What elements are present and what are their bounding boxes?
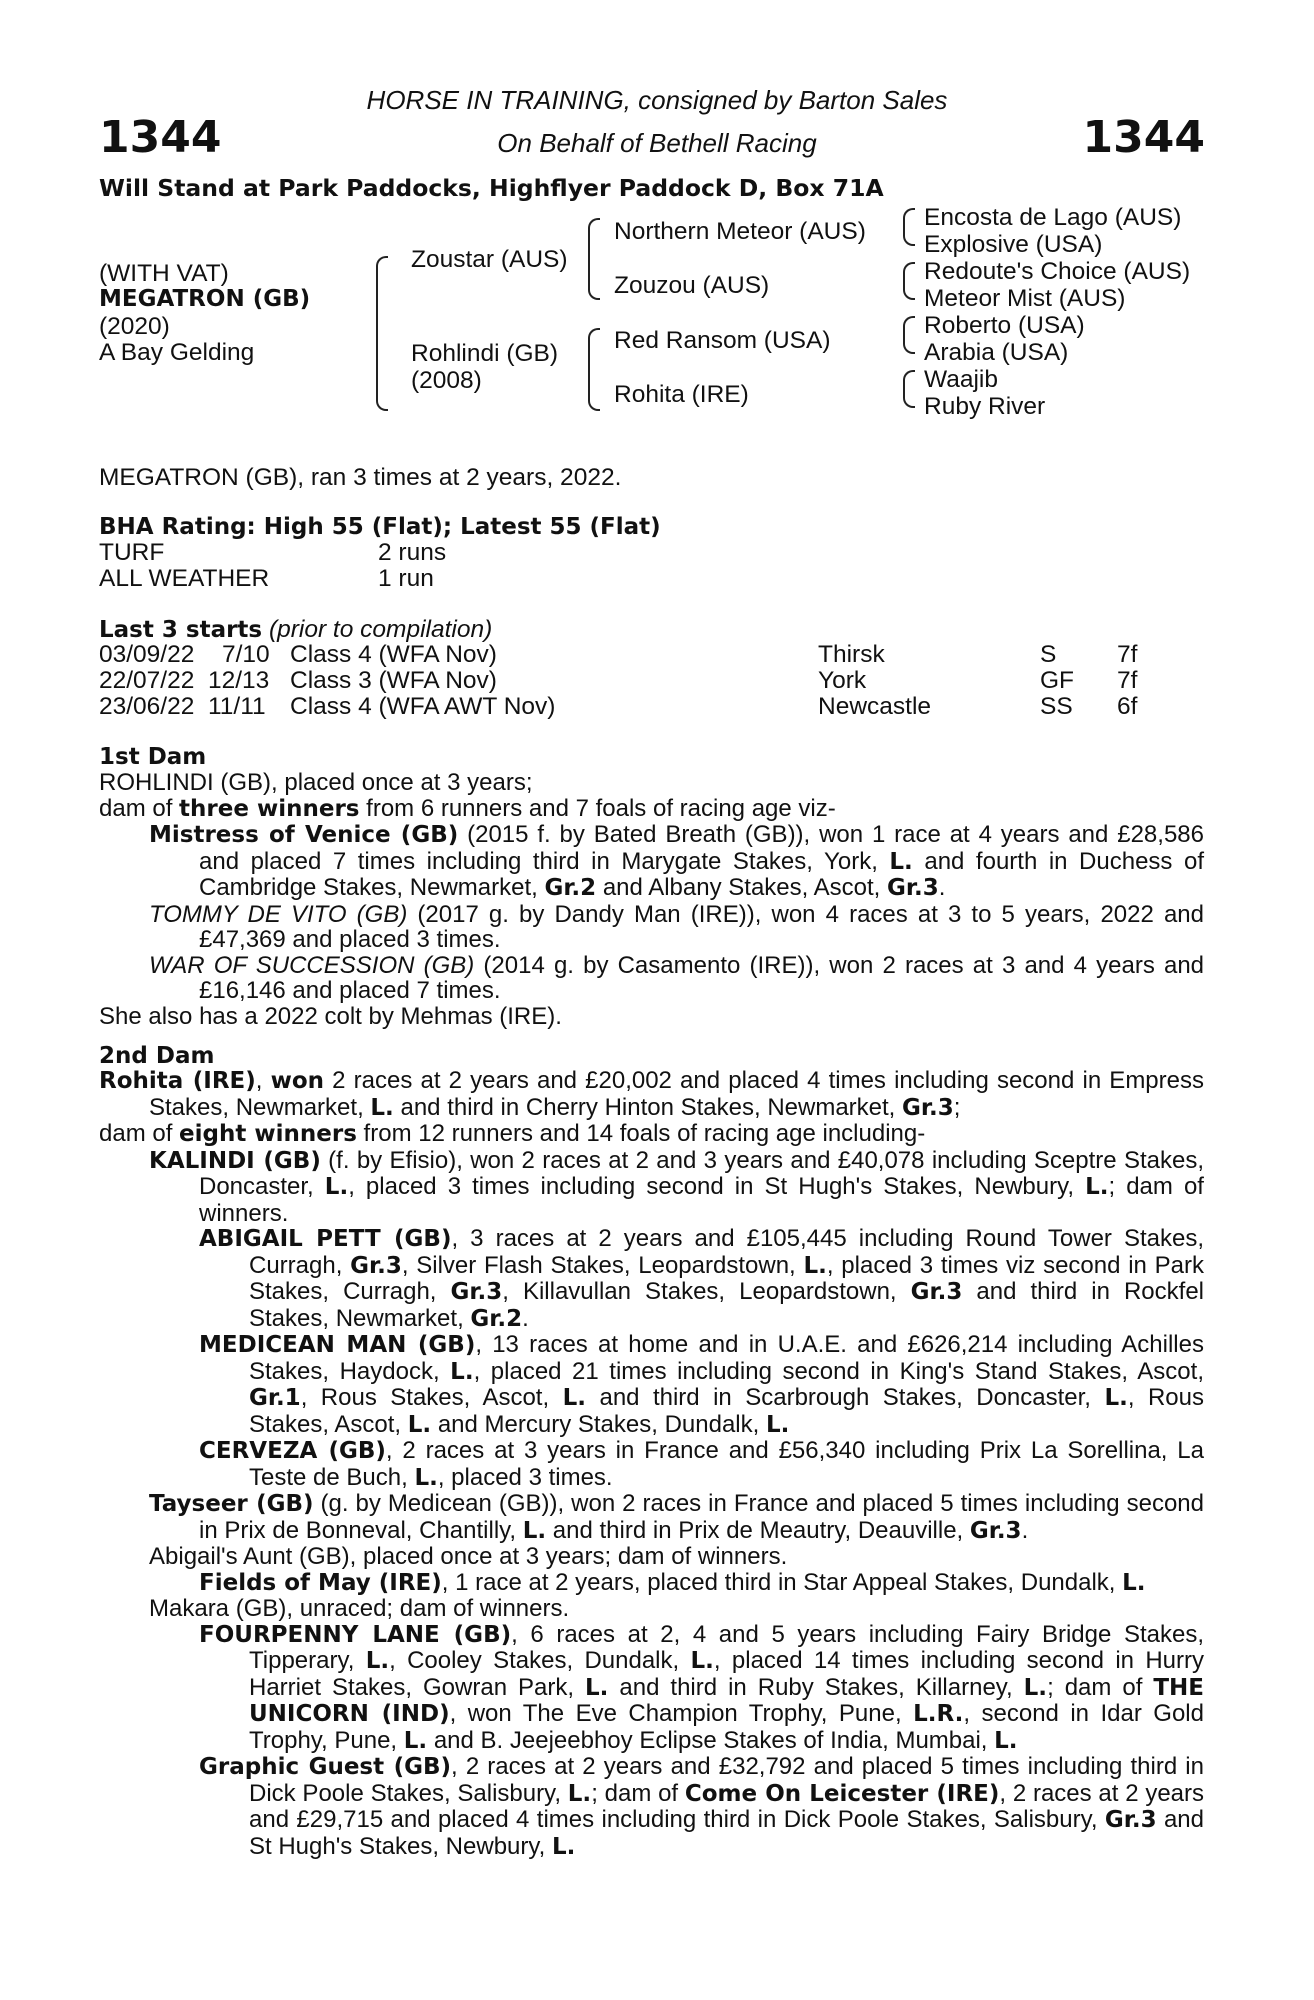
gg-1: Encosta de Lago (AUS): [924, 204, 1182, 231]
turf-label: TURF: [99, 539, 165, 566]
dam: Rohlindi (GB): [411, 340, 559, 367]
pedigree-brace-g1: [903, 208, 915, 246]
grand-offspring-entry: MEDICEAN MAN (GB), 13 races at home and in U.A.E. and £626,214 including Achilles Stakes, Haydock, L., placed 21 times including second in King's Stand Stakes, Ascot, Gr.1, Rous Stakes, Ascot, L. and third in Scarbrough Stakes, Doncaster, L., Rous Stakes, Ascot, L. and Mercury Stakes, Dundalk, L.: [199, 1331, 1204, 1438]
consignment-line: HORSE IN TRAINING, consigned by Barton Sales: [366, 85, 948, 115]
start-race: Class 4 (WFA Nov): [290, 641, 497, 668]
offspring-entry: Tayseer (GB) (g. by Medicean (GB)), won 2 races in France and placed 5 times including second in Prix de Bonneval, Chantilly, L. and third in Prix de Meautry, Deauville, Gr.3.: [149, 1490, 1204, 1544]
gg-8: Ruby River: [924, 393, 1046, 420]
start-course: Thirsk: [818, 641, 885, 668]
start-position: 7/10: [222, 641, 270, 668]
grand-offspring-entry: Graphic Guest (GB), 2 races at 2 years and £32,792 and placed 5 times including third in Dick Poole Stakes, Salisbury, L.; dam of Come On Leicester (IRE), 2 races at 2 years and £29,715 and placed 4 times including third in Dick Poole Stakes, Salisbury, Gr.3 and St Hugh's Stakes, Newbury, L.: [199, 1753, 1205, 1860]
aw-runs: 1 run: [378, 565, 434, 592]
start-going: GF: [1040, 667, 1075, 694]
start-course: York: [818, 667, 867, 694]
pedigree-brace-g4: [903, 370, 915, 408]
first-dam-heading: 1st Dam: [99, 744, 207, 770]
offspring-entry: TOMMY DE VITO (GB) (2017 g. by Dandy Man (IRE)), won 4 races at 3 to 5 years, 2022 and £47,369 and placed 3 times.: [149, 900, 1204, 953]
sire-sire: Northern Meteor (AUS): [614, 218, 866, 245]
start-position: 11/11: [208, 693, 266, 720]
offspring-entry: KALINDI (GB) (f. by Efisio), won 2 races at 2 and 3 years and £40,078 including Sceptre Stakes, Doncaster, L., placed 3 times including second in St Hugh's Stakes, Newbury, L.; dam of winners.: [149, 1146, 1204, 1227]
start-date: 23/06/22: [99, 693, 195, 720]
aw-label: ALL WEATHER: [99, 565, 270, 592]
offspring-entry: Makara (GB), unraced; dam of winners.: [149, 1595, 570, 1622]
grand-offspring-entry: FOURPENNY LANE (GB), 6 races at 2, 4 and 5 years including Fairy Bridge Stakes, Tipperary, L., Cooley Stakes, Dundalk, L., placed 14 times including second in Hurry Harriet Stakes, Gowran Park, L. and third in Ruby Stakes, Killarney, L.; dam of THE UNICORN (IND), won The Eve Champion Trophy, Pune, L.R., second in Idar Gold Trophy, Pune, L. and B. Jeejeebhoy Eclipse Stakes of India, Mumbai, L.: [199, 1620, 1205, 1754]
horse-description: A Bay Gelding: [99, 339, 255, 366]
pedigree-brace-dam: [588, 328, 600, 411]
first-dam-produce-line: dam of three winners from 6 runners and 7 foals of racing age viz-: [99, 794, 836, 822]
gg-2: Explosive (USA): [924, 231, 1103, 258]
start-date: 03/09/22: [99, 641, 195, 668]
first-dam-section: [99, 770, 1204, 1029]
pedigree-brace-main: [376, 256, 388, 411]
pedigree-brace-g3: [903, 316, 915, 354]
lot-number-left: 1344: [99, 112, 222, 163]
vat-note: (WITH VAT): [99, 260, 229, 287]
start-distance: 6f: [1117, 693, 1138, 720]
start-course: Newcastle: [818, 693, 932, 720]
start-position: 12/13: [208, 667, 270, 694]
race-summary: MEGATRON (GB), ran 3 times at 2 years, 2022.: [99, 464, 622, 491]
turf-runs: 2 runs: [378, 539, 447, 566]
first-dam-line: ROHLINDI (GB), placed once at 3 years;: [99, 769, 533, 796]
second-dam-produce-line: dam of eight winners from 12 runners and 14 foals of racing age including-: [99, 1120, 926, 1147]
starts-heading: [99, 618, 492, 643]
horse-name: MEGATRON (GB): [99, 286, 311, 312]
horse-year: (2020): [99, 313, 170, 340]
start-going: SS: [1040, 693, 1073, 720]
gg-3: Redoute's Choice (AUS): [924, 258, 1191, 285]
behalf-line: On Behalf of Bethell Racing: [497, 128, 817, 158]
start-race: Class 4 (WFA AWT Nov): [290, 693, 556, 720]
bha-rating: BHA Rating: High 55 (Flat); Latest 55 (Flat): [99, 514, 661, 540]
grand-offspring-entry: CERVEZA (GB), 2 races at 3 years in France and £56,340 including Prix La Sorellina, La Teste de Buch, L., placed 3 times.: [199, 1437, 1204, 1491]
starts-note: (prior to compilation): [268, 616, 493, 643]
first-dam-note: She also has a 2022 colt by Mehmas (IRE).: [99, 1002, 562, 1030]
grand-offspring-entry: ABIGAIL PETT (GB), 3 races at 2 years and £105,445 including Round Tower Stakes, Curragh, Gr.3, Silver Flash Stakes, Leopardstown, L., placed 3 times viz second in Park Stakes, Curragh, Gr.3, Killavullan Stakes, Leopardstown, Gr.3 and third in Rockfel Stakes, Newmarket, Gr.2.: [199, 1225, 1205, 1332]
start-going: S: [1040, 641, 1057, 668]
offspring-entry: WAR OF SUCCESSION (GB) (2014 g. by Casamento (IRE)), won 2 races at 3 and 4 years and £16,146 and placed 7 times.: [149, 951, 1205, 1004]
gg-6: Arabia (USA): [924, 339, 1069, 366]
sire-dam: Zouzou (AUS): [614, 272, 770, 299]
gg-5: Roberto (USA): [924, 312, 1085, 339]
lot-number-right: 1344: [1082, 112, 1205, 163]
pedigree-brace-g2: [903, 262, 915, 300]
dam-year: (2008): [411, 367, 482, 394]
offspring-entry: Abigail's Aunt (GB), placed once at 3 years; dam of winners.: [149, 1543, 788, 1570]
start-distance: 7f: [1117, 641, 1138, 668]
gg-4: Meteor Mist (AUS): [924, 285, 1126, 312]
start-date: 22/07/22: [99, 667, 195, 694]
start-distance: 7f: [1117, 667, 1138, 694]
second-dam-section: [99, 1068, 1204, 1860]
starts-title: Last 3 starts: [99, 617, 263, 643]
dam-sire: Red Ransom (USA): [614, 327, 831, 354]
second-dam-heading: 2nd Dam: [99, 1043, 215, 1069]
pedigree-brace-sire: [588, 218, 600, 300]
grand-offspring-entry: Fields of May (IRE), 1 race at 2 years, placed third in Star Appeal Stakes, Dundalk, L.: [199, 1568, 1146, 1596]
second-dam-line: Rohita (IRE), won 2 races at 2 years and £20,002 and placed 4 times including second in Empress Stakes, Newmarket, L. and third in Cherry Hinton Stakes, Newmarket, Gr.3;: [99, 1067, 1204, 1121]
start-race: Class 3 (WFA Nov): [290, 667, 497, 694]
gg-7: Waajib: [924, 366, 998, 393]
offspring-entry: Mistress of Venice (GB) (2015 f. by Bated Breath (GB)), won 1 race at 4 years and £28,586 and placed 7 times including third in Marygate Stakes, York, L. and fourth in Duchess of Cambridge Stakes, Newmarket, Gr.2 and Albany Stakes, Ascot, Gr.3.: [149, 821, 1204, 901]
dam-dam: Rohita (IRE): [614, 381, 749, 408]
stand-location: Will Stand at Park Paddocks, Highflyer Paddock D, Box 71A: [99, 174, 884, 202]
sire: Zoustar (AUS): [411, 246, 568, 273]
